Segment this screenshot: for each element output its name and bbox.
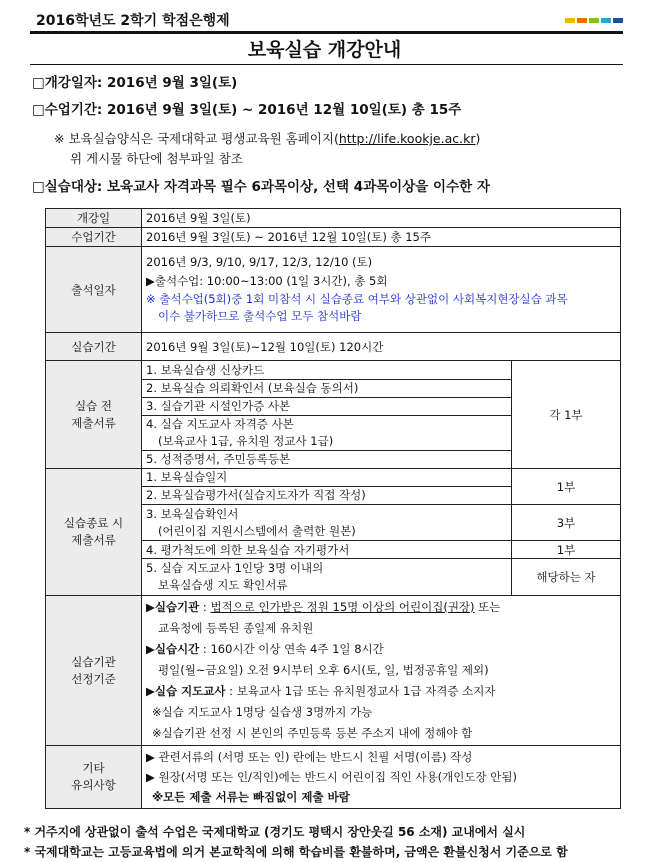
header-bar bbox=[30, 12, 623, 30]
attend-warning-2: 이수 불가하므로 출석수업 모두 참석바람 bbox=[158, 309, 362, 323]
program-title: 2016학년도 2학기 학점은행제 bbox=[36, 13, 230, 29]
post-item-3 bbox=[142, 505, 512, 541]
post-count-12: 1부 bbox=[512, 469, 621, 505]
row-pre-docs bbox=[46, 361, 621, 469]
crit-label-1: 실습기관 bbox=[71, 654, 116, 669]
row-open bbox=[46, 209, 621, 228]
post-items-12 bbox=[142, 469, 512, 505]
crit-line-4: 평일(월~금요일) 오전 9시부터 오후 6시(토, 일, 법정공휴일 제외) bbox=[158, 663, 489, 677]
post-label-2: 제출서류 bbox=[71, 533, 116, 547]
pre-count: 각 1부 bbox=[512, 361, 621, 469]
footer-note-1: * 거주지에 상관없이 출석 수업은 국제대학교 (경기도 평택시 장안웃길 56 소재) 교내에서 실시 bbox=[24, 825, 526, 839]
post-docs-label bbox=[46, 469, 142, 596]
attend-label: 출석일자 bbox=[46, 247, 142, 333]
practice-label: 실습기간 bbox=[46, 333, 142, 361]
crit-label-2: 선정기준 bbox=[71, 671, 116, 686]
row-practice bbox=[46, 333, 621, 361]
row-attend bbox=[46, 247, 621, 333]
form-note-line2: 위 게시물 하단에 첨부파일 참조 bbox=[70, 151, 243, 166]
crit-line-1 bbox=[146, 597, 616, 618]
pre-item-3: 3. 실습기관 시설인가증 사본 bbox=[142, 398, 511, 416]
criteria-label bbox=[46, 596, 142, 746]
row-criteria bbox=[46, 596, 621, 746]
header-rule-thick bbox=[30, 31, 623, 34]
crit-line-7: ※실습기관 선정 시 본인의 주민등록 등본 주소지 내에 정해야 함 bbox=[152, 726, 473, 740]
attend-dates: 2016년 9/3, 9/10, 9/17, 12/3, 12/10 (토) bbox=[146, 255, 373, 269]
etc-line-3: ※모든 제출 서류는 빠짐없이 제출 바람 bbox=[152, 790, 350, 804]
crit-line-3 bbox=[146, 639, 616, 660]
etc-line-1: ▶ 관련서류의 (서명 또는 인) 란에는 반드시 친필 서명(이름) 작성 bbox=[146, 750, 473, 764]
row-period bbox=[46, 228, 621, 247]
crit-line-2: 교육청에 등록된 종일제 유치원 bbox=[158, 621, 314, 635]
etc-line-2: ▶ 원장(서명 또는 인/직인)에는 반드시 어린이집 직인 사용(개인도장 안됨) bbox=[146, 770, 517, 784]
criteria-cell bbox=[142, 596, 621, 746]
form-note-text: ※ 보육실습양식은 국제대학교 평생교육원 홈페이지( bbox=[54, 131, 339, 146]
post-item-5-a: 5. 실습 지도교사 1인당 3명 이내의 bbox=[146, 561, 324, 575]
post-item-3-a: 3. 보육실습확인서 bbox=[146, 506, 239, 521]
post-count-3: 3부 bbox=[512, 505, 621, 541]
homepage-link[interactable]: http://life.kookje.ac.kr bbox=[338, 131, 476, 146]
crit-line-5 bbox=[146, 681, 616, 702]
period-value: 2016년 9월 3일(토) ~ 2016년 12월 10일(토) 총 15주 bbox=[142, 228, 621, 247]
pre-label-2: 제출서류 bbox=[71, 415, 116, 430]
crit-line-6: ※실습 지도교사 1명당 실습생 3명까지 가능 bbox=[152, 705, 373, 719]
pre-item-5: 5. 성적증명서, 주민등록등본 bbox=[146, 451, 291, 466]
crit-line-3-val: : 160시간 이상 연속 4주 1일 8시간 bbox=[199, 642, 384, 656]
pre-docs-label bbox=[46, 361, 142, 469]
target-line: □실습대상: 보육교사 자격과목 필수 6과목이상, 선택 4과목이상을 이수한 자 bbox=[32, 179, 490, 195]
pre-docs-list bbox=[142, 361, 512, 469]
open-date-line: □개강일자: 2016년 9월 3일(토) bbox=[32, 75, 238, 91]
color-stripe bbox=[563, 18, 623, 23]
post-label-1: 실습종료 시 bbox=[63, 516, 124, 530]
etc-label bbox=[46, 746, 142, 809]
crit-line-1-tail: 또는 bbox=[474, 600, 501, 614]
post-item-4: 4. 평가척도에 의한 보육실습 자기평가서 bbox=[142, 541, 512, 559]
crit-line-5-val: : 보육교사 1급 또는 유치원정교사 1급 자격증 소지자 bbox=[225, 684, 496, 698]
course-info-table bbox=[45, 208, 621, 809]
post-item-3-b: (어린이집 지원시스템에서 출력한 원본) bbox=[158, 523, 356, 538]
crit-line-3-key: ▶실습시간 bbox=[146, 642, 200, 656]
stripe-cyan bbox=[601, 18, 611, 23]
etc-label-1: 기타 bbox=[82, 761, 105, 775]
row-post-1 bbox=[46, 469, 621, 505]
period-label: 수업기간 bbox=[46, 228, 142, 247]
crit-line-1-underlined: 법적으로 인가받은 정원 15명 이상의 어린이집(권장) bbox=[210, 600, 475, 614]
footer-note-2: * 국제대학교는 고등교육법에 의거 본교학칙에 의해 학습비를 환불하며, 금액은 환불신청서 기준으로 함 bbox=[24, 845, 568, 859]
pre-item-1: 1. 보육실습생 신상카드 bbox=[142, 362, 511, 380]
stripe-blue bbox=[613, 18, 623, 23]
open-label: 개강일 bbox=[46, 209, 142, 228]
etc-cell bbox=[142, 746, 621, 809]
pre-item-4 bbox=[142, 416, 511, 451]
period-line: □수업기간: 2016년 9월 3일(토) ~ 2016년 12월 10일(토) 총 15주 bbox=[32, 102, 462, 118]
pre-item-4-a: 4. 실습 지도교사 자격증 사본 bbox=[146, 416, 294, 431]
pre-item-2: 2. 보육실습 의뢰확인서 (보육실습 동의서) bbox=[142, 380, 511, 398]
crit-line-5-key: ▶실습 지도교사 bbox=[146, 684, 226, 698]
etc-label-2: 유의사항 bbox=[71, 778, 116, 792]
stripe-orange bbox=[577, 18, 587, 23]
post-item-1: 1. 보육실습일지 bbox=[142, 469, 511, 487]
post-item-5 bbox=[142, 559, 512, 596]
practice-value: 2016년 9월 3일(토)~12월 10일(토) 120시간 bbox=[142, 333, 621, 361]
stripe-yellow bbox=[565, 18, 575, 23]
post-item-2: 2. 보육실습평가서(실습지도자가 직접 작성) bbox=[146, 488, 366, 502]
form-note-close: ) bbox=[475, 131, 481, 146]
stripe-green bbox=[589, 18, 599, 23]
pre-label-1: 실습 전 bbox=[75, 398, 112, 413]
page-title: 보육실습 개강안내 bbox=[247, 39, 402, 61]
title-rule bbox=[30, 64, 623, 65]
crit-line-1-sep: : bbox=[199, 600, 211, 614]
attend-time: ▶출석수업: 10:00~13:00 (1일 3시간), 총 5회 bbox=[146, 274, 388, 288]
form-note-line1 bbox=[54, 130, 480, 148]
open-value: 2016년 9월 3일(토) bbox=[142, 209, 621, 228]
row-etc bbox=[46, 746, 621, 809]
attend-cell bbox=[142, 247, 621, 333]
pre-item-4-b: (보육교사 1급, 유치원 정교사 1급) bbox=[158, 433, 334, 448]
post-count-4: 1부 bbox=[512, 541, 621, 559]
crit-line-1-key: ▶실습기관 bbox=[146, 600, 200, 614]
post-count-5: 해당하는 자 bbox=[512, 559, 621, 596]
attend-warning-1: ※ 출석수업(5회)중 1회 미참석 시 실습종료 여부와 상관없이 사회복지현장실습 과목 bbox=[146, 292, 568, 306]
post-item-5-b: 보육실습생 지도 확인서류 bbox=[158, 578, 288, 592]
